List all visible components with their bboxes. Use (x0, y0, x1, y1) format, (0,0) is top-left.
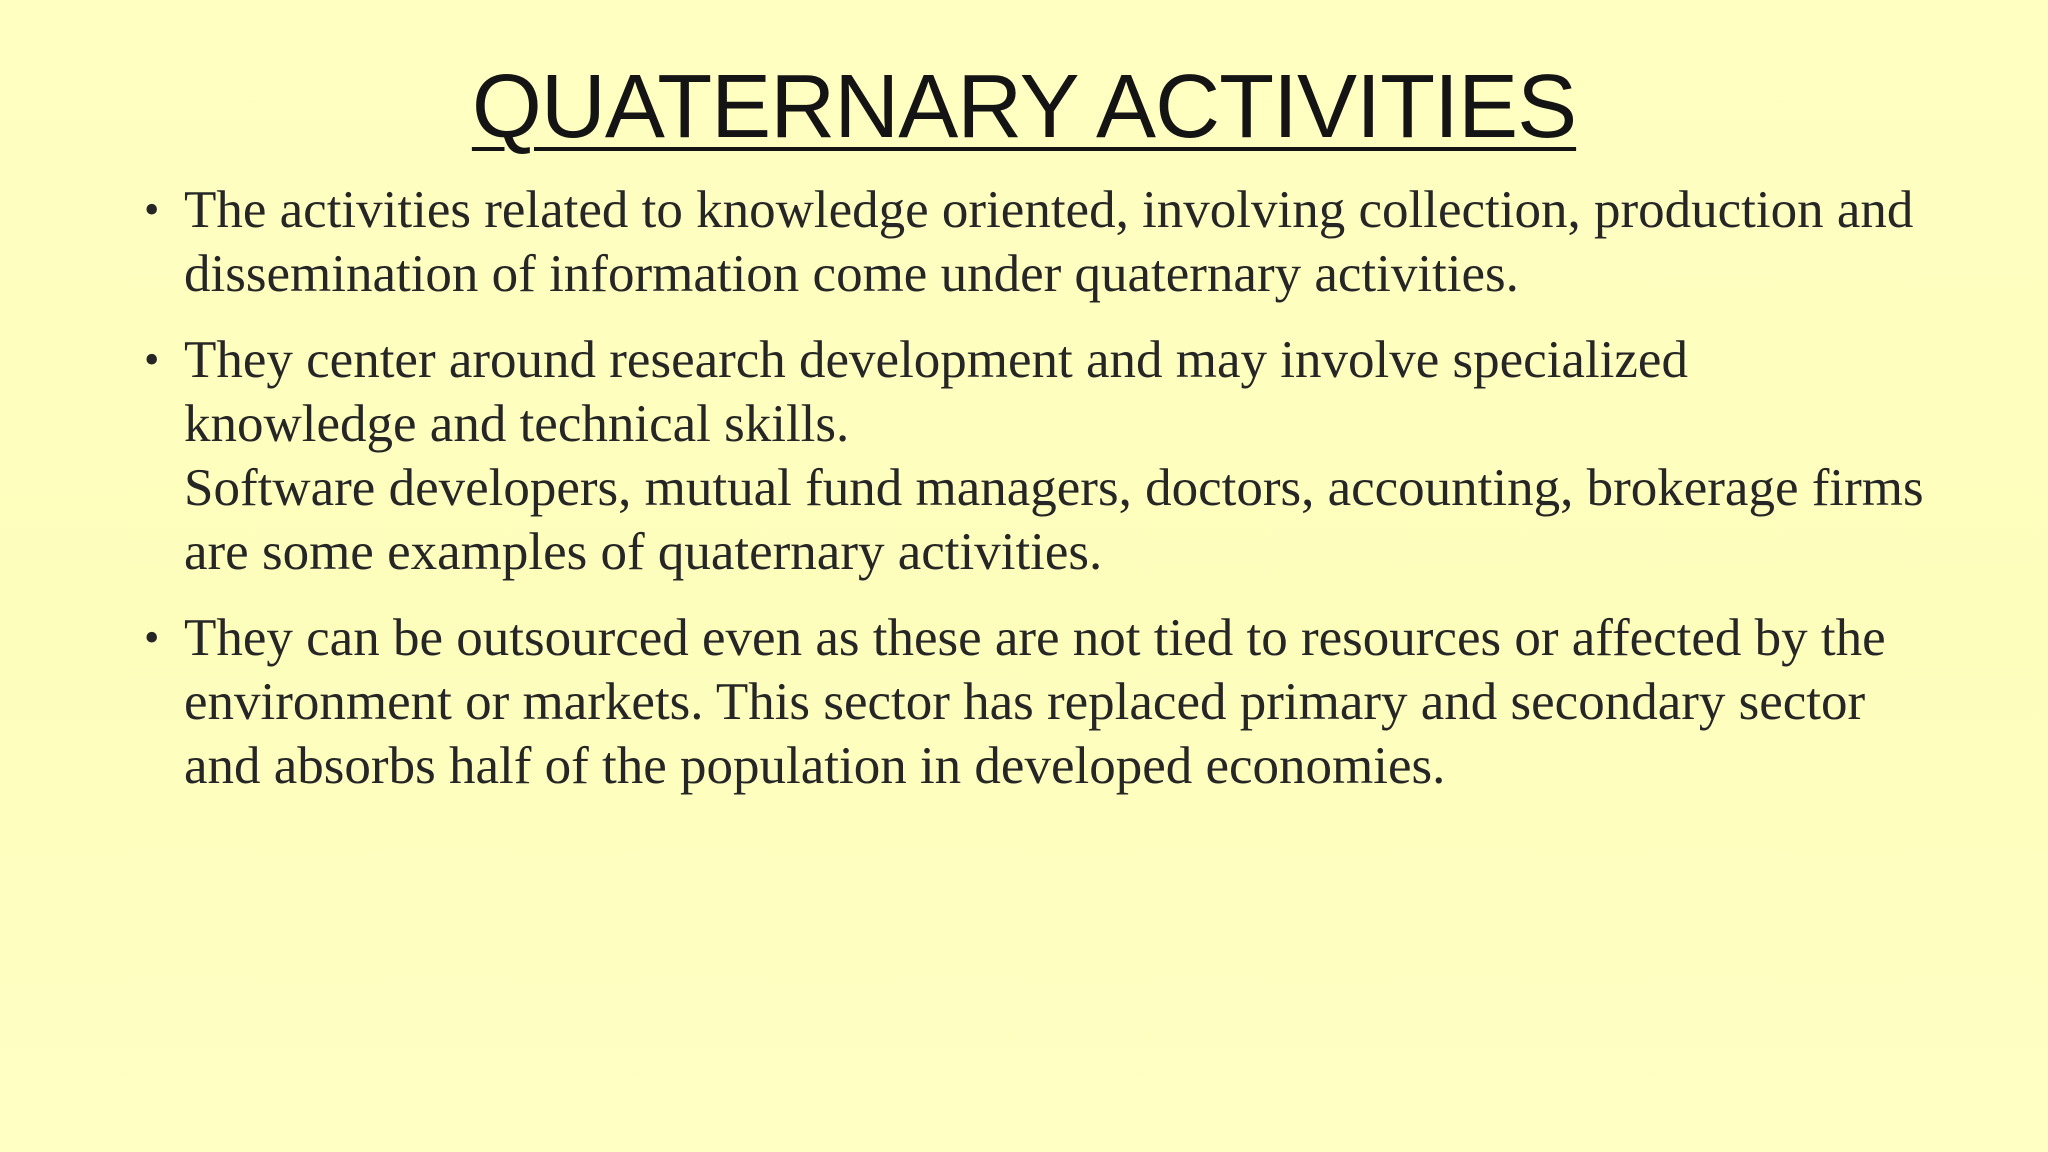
bullet-text: They can be outsourced even as these are not tied to resources or affected by the environment or markets. This sector has replaced primary and secondary sector and absorbs half of the population in developed economies. (184, 609, 1886, 795)
slide-title-text: QUATERNARY ACTIVITIES (471, 57, 1577, 157)
bullet-item-knowledge (144, 178, 1924, 306)
bullet-text: The activities related to knowledge oriented, involving collection, production and dissemination of information come under quaternary activities. (184, 181, 1914, 303)
bullet-item-outsourced (144, 606, 1924, 798)
bullet-text: They center around research development and may involve specialized knowledge and technical skills. (184, 331, 1688, 453)
bullet-item-research (144, 328, 1924, 584)
bullet-dot-icon: • (144, 613, 160, 662)
bullet-dot-icon: • (144, 335, 160, 384)
bullet-list (144, 178, 1924, 820)
bullet-dot-icon: • (144, 185, 160, 234)
slide-title (0, 52, 2048, 162)
bullet-subtext: Software developers, mutual fund managers, doctors, accounting, brokerage firms are some examples of quaternary activities. (184, 459, 1924, 581)
